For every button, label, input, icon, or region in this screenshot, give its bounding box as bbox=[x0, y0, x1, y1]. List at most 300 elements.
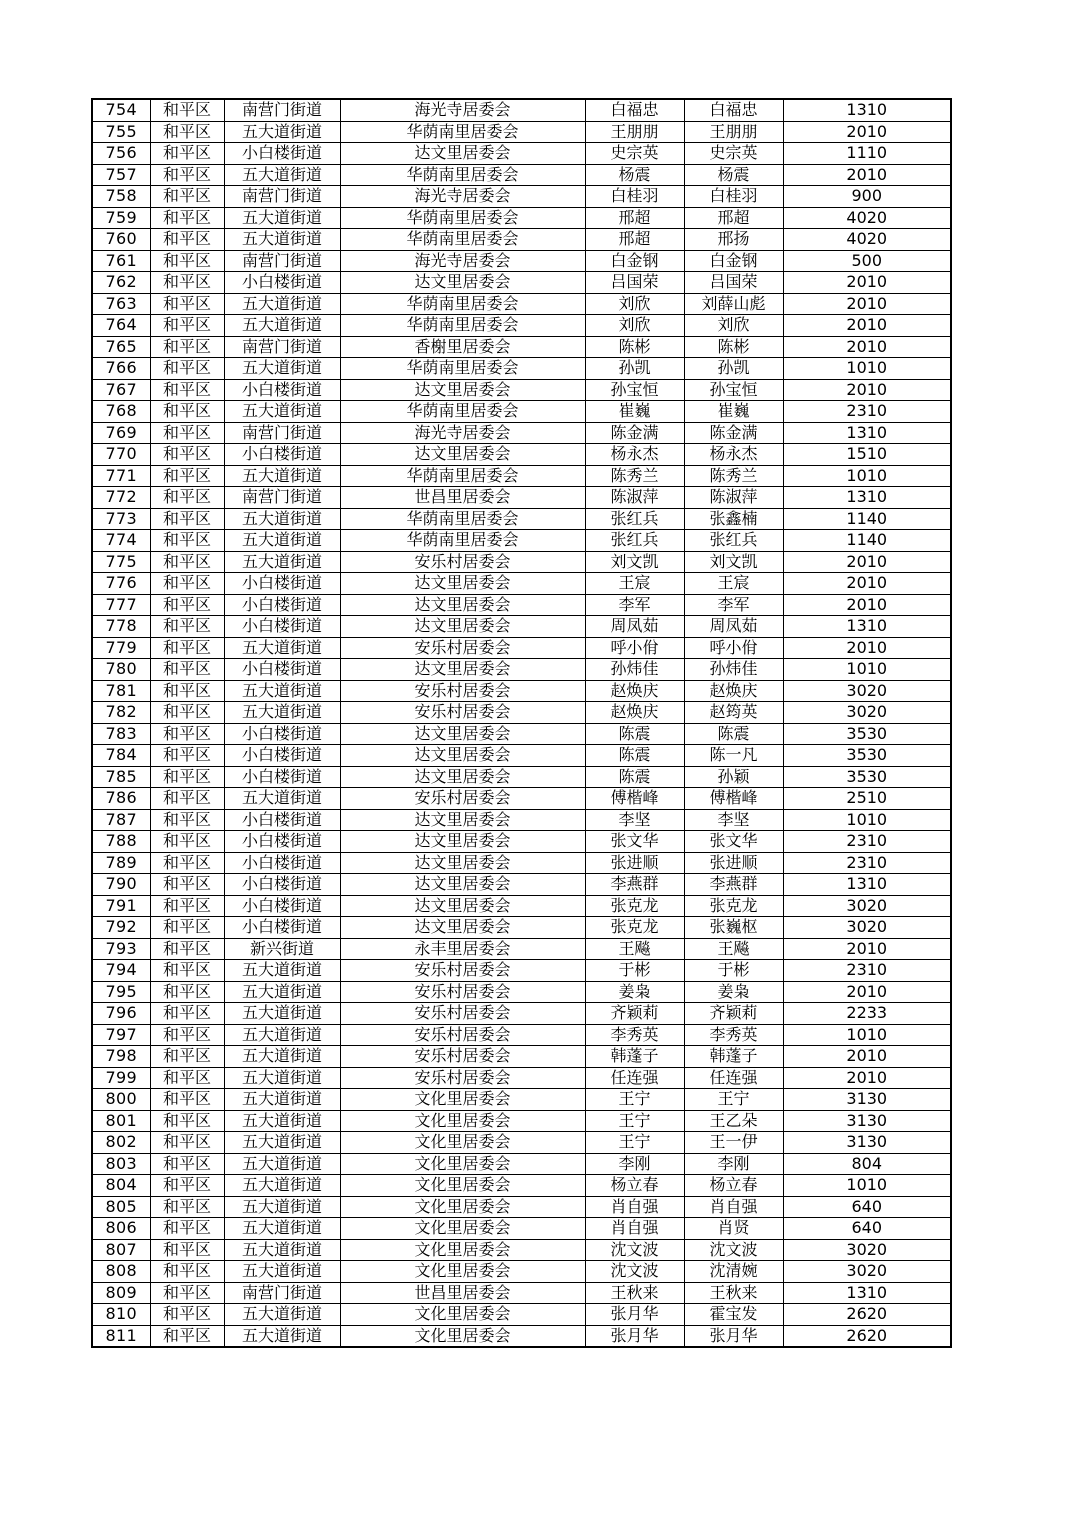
member-cell: 李燕群 bbox=[684, 874, 783, 896]
table-row bbox=[92, 207, 951, 229]
row-number-cell: 766 bbox=[92, 358, 150, 380]
committee-cell: 安乐村居委会 bbox=[340, 788, 585, 810]
street-cell: 南营门街道 bbox=[224, 250, 340, 272]
table-row bbox=[92, 1239, 951, 1261]
street-cell: 五大道街道 bbox=[224, 1261, 340, 1283]
street-cell: 新兴街道 bbox=[224, 938, 340, 960]
applicant-cell: 张月华 bbox=[585, 1304, 684, 1326]
district-cell: 和平区 bbox=[150, 121, 224, 143]
member-cell: 赵筠英 bbox=[684, 702, 783, 724]
applicant-cell: 陈金满 bbox=[585, 422, 684, 444]
district-cell: 和平区 bbox=[150, 508, 224, 530]
committee-cell: 华荫南里居委会 bbox=[340, 121, 585, 143]
applicant-cell: 孙宝恒 bbox=[585, 379, 684, 401]
table-row bbox=[92, 143, 951, 165]
district-cell: 和平区 bbox=[150, 938, 224, 960]
district-cell: 和平区 bbox=[150, 702, 224, 724]
street-cell: 小白楼街道 bbox=[224, 444, 340, 466]
street-cell: 五大道街道 bbox=[224, 960, 340, 982]
street-cell: 小白楼街道 bbox=[224, 852, 340, 874]
member-cell: 李刚 bbox=[684, 1153, 783, 1175]
member-cell: 李秀英 bbox=[684, 1024, 783, 1046]
street-cell: 南营门街道 bbox=[224, 487, 340, 509]
district-cell: 和平区 bbox=[150, 1046, 224, 1068]
committee-cell: 达文里居委会 bbox=[340, 895, 585, 917]
table-row bbox=[92, 723, 951, 745]
row-number-cell: 779 bbox=[92, 637, 150, 659]
applicant-cell: 王朋朋 bbox=[585, 121, 684, 143]
row-number-cell: 780 bbox=[92, 659, 150, 681]
amount-cell: 2510 bbox=[783, 788, 951, 810]
amount-cell: 3130 bbox=[783, 1089, 951, 1111]
applicant-cell: 肖自强 bbox=[585, 1218, 684, 1240]
member-cell: 姜枭 bbox=[684, 981, 783, 1003]
table-row bbox=[92, 250, 951, 272]
amount-cell: 1010 bbox=[783, 358, 951, 380]
amount-cell: 1140 bbox=[783, 530, 951, 552]
street-cell: 五大道街道 bbox=[224, 680, 340, 702]
amount-cell: 1010 bbox=[783, 1024, 951, 1046]
district-cell: 和平区 bbox=[150, 1175, 224, 1197]
applicant-cell: 张进顺 bbox=[585, 852, 684, 874]
table-row bbox=[92, 702, 951, 724]
applicant-cell: 肖自强 bbox=[585, 1196, 684, 1218]
applicant-cell: 刘文凯 bbox=[585, 551, 684, 573]
applicant-cell: 孙凯 bbox=[585, 358, 684, 380]
table-row bbox=[92, 1132, 951, 1154]
committee-cell: 达文里居委会 bbox=[340, 143, 585, 165]
applicant-cell: 王飚 bbox=[585, 938, 684, 960]
table-row bbox=[92, 164, 951, 186]
district-cell: 和平区 bbox=[150, 1024, 224, 1046]
district-cell: 和平区 bbox=[150, 1153, 224, 1175]
member-cell: 陈震 bbox=[684, 723, 783, 745]
member-cell: 任连强 bbox=[684, 1067, 783, 1089]
row-number-cell: 767 bbox=[92, 379, 150, 401]
member-cell: 孙炜佳 bbox=[684, 659, 783, 681]
member-cell: 陈秀兰 bbox=[684, 465, 783, 487]
row-number-cell: 772 bbox=[92, 487, 150, 509]
member-cell: 王宸 bbox=[684, 573, 783, 595]
table-row bbox=[92, 272, 951, 294]
applicant-cell: 李燕群 bbox=[585, 874, 684, 896]
committee-cell: 香榭里居委会 bbox=[340, 336, 585, 358]
table-row bbox=[92, 229, 951, 251]
table-row bbox=[92, 1024, 951, 1046]
row-number-cell: 781 bbox=[92, 680, 150, 702]
committee-cell: 安乐村居委会 bbox=[340, 1003, 585, 1025]
amount-cell: 1310 bbox=[783, 422, 951, 444]
row-number-cell: 765 bbox=[92, 336, 150, 358]
district-cell: 和平区 bbox=[150, 336, 224, 358]
amount-cell: 2010 bbox=[783, 938, 951, 960]
row-number-cell: 786 bbox=[92, 788, 150, 810]
table-row bbox=[92, 809, 951, 831]
member-cell: 张红兵 bbox=[684, 530, 783, 552]
table-row bbox=[92, 487, 951, 509]
applicant-cell: 陈彬 bbox=[585, 336, 684, 358]
committee-cell: 世昌里居委会 bbox=[340, 487, 585, 509]
district-cell: 和平区 bbox=[150, 981, 224, 1003]
applicant-cell: 王宁 bbox=[585, 1132, 684, 1154]
row-number-cell: 785 bbox=[92, 766, 150, 788]
district-cell: 和平区 bbox=[150, 1003, 224, 1025]
applicant-cell: 周凤茹 bbox=[585, 616, 684, 638]
district-cell: 和平区 bbox=[150, 530, 224, 552]
street-cell: 五大道街道 bbox=[224, 207, 340, 229]
district-cell: 和平区 bbox=[150, 960, 224, 982]
amount-cell: 2010 bbox=[783, 379, 951, 401]
row-number-cell: 800 bbox=[92, 1089, 150, 1111]
table-row bbox=[92, 508, 951, 530]
amount-cell: 2620 bbox=[783, 1304, 951, 1326]
applicant-cell: 沈文波 bbox=[585, 1239, 684, 1261]
district-cell: 和平区 bbox=[150, 594, 224, 616]
table-row bbox=[92, 766, 951, 788]
district-cell: 和平区 bbox=[150, 422, 224, 444]
member-cell: 孙宝恒 bbox=[684, 379, 783, 401]
table-row bbox=[92, 938, 951, 960]
committee-cell: 华荫南里居委会 bbox=[340, 530, 585, 552]
committee-cell: 文化里居委会 bbox=[340, 1175, 585, 1197]
applicant-cell: 沈文波 bbox=[585, 1261, 684, 1283]
amount-cell: 1010 bbox=[783, 465, 951, 487]
street-cell: 五大道街道 bbox=[224, 293, 340, 315]
street-cell: 小白楼街道 bbox=[224, 573, 340, 595]
street-cell: 五大道街道 bbox=[224, 1218, 340, 1240]
district-cell: 和平区 bbox=[150, 745, 224, 767]
applicant-cell: 陈秀兰 bbox=[585, 465, 684, 487]
amount-cell: 1310 bbox=[783, 99, 951, 121]
member-cell: 李坚 bbox=[684, 809, 783, 831]
row-number-cell: 762 bbox=[92, 272, 150, 294]
committee-cell: 达文里居委会 bbox=[340, 444, 585, 466]
amount-cell: 3020 bbox=[783, 702, 951, 724]
row-number-cell: 775 bbox=[92, 551, 150, 573]
amount-cell: 1110 bbox=[783, 143, 951, 165]
district-cell: 和平区 bbox=[150, 164, 224, 186]
row-number-cell: 788 bbox=[92, 831, 150, 853]
row-number-cell: 756 bbox=[92, 143, 150, 165]
row-number-cell: 799 bbox=[92, 1067, 150, 1089]
table-row bbox=[92, 315, 951, 337]
amount-cell: 2010 bbox=[783, 315, 951, 337]
row-number-cell: 776 bbox=[92, 573, 150, 595]
table-row bbox=[92, 1046, 951, 1068]
row-number-cell: 782 bbox=[92, 702, 150, 724]
row-number-cell: 798 bbox=[92, 1046, 150, 1068]
street-cell: 南营门街道 bbox=[224, 336, 340, 358]
table-row bbox=[92, 465, 951, 487]
street-cell: 五大道街道 bbox=[224, 788, 340, 810]
committee-cell: 华荫南里居委会 bbox=[340, 465, 585, 487]
amount-cell: 3020 bbox=[783, 1261, 951, 1283]
amount-cell: 2620 bbox=[783, 1325, 951, 1347]
street-cell: 五大道街道 bbox=[224, 508, 340, 530]
amount-cell: 1310 bbox=[783, 616, 951, 638]
table-row bbox=[92, 637, 951, 659]
street-cell: 五大道街道 bbox=[224, 702, 340, 724]
row-number-cell: 794 bbox=[92, 960, 150, 982]
applicant-cell: 于彬 bbox=[585, 960, 684, 982]
street-cell: 小白楼街道 bbox=[224, 766, 340, 788]
table-row bbox=[92, 1153, 951, 1175]
district-cell: 和平区 bbox=[150, 1110, 224, 1132]
applicant-cell: 陈震 bbox=[585, 723, 684, 745]
street-cell: 小白楼街道 bbox=[224, 874, 340, 896]
committee-cell: 文化里居委会 bbox=[340, 1218, 585, 1240]
street-cell: 五大道街道 bbox=[224, 1325, 340, 1347]
district-cell: 和平区 bbox=[150, 272, 224, 294]
committee-cell: 文化里居委会 bbox=[340, 1325, 585, 1347]
committee-cell: 文化里居委会 bbox=[340, 1153, 585, 1175]
committee-cell: 达文里居委会 bbox=[340, 379, 585, 401]
amount-cell: 3020 bbox=[783, 895, 951, 917]
member-cell: 邢超 bbox=[684, 207, 783, 229]
applicant-cell: 白福忠 bbox=[585, 99, 684, 121]
table-row bbox=[92, 1282, 951, 1304]
applicant-cell: 张月华 bbox=[585, 1325, 684, 1347]
member-cell: 于彬 bbox=[684, 960, 783, 982]
committee-cell: 文化里居委会 bbox=[340, 1132, 585, 1154]
street-cell: 小白楼街道 bbox=[224, 809, 340, 831]
member-cell: 邢扬 bbox=[684, 229, 783, 251]
applicant-cell: 杨震 bbox=[585, 164, 684, 186]
committee-cell: 海光寺居委会 bbox=[340, 422, 585, 444]
member-cell: 陈金满 bbox=[684, 422, 783, 444]
amount-cell: 3530 bbox=[783, 723, 951, 745]
applicant-cell: 姜枭 bbox=[585, 981, 684, 1003]
amount-cell: 2010 bbox=[783, 551, 951, 573]
amount-cell: 1510 bbox=[783, 444, 951, 466]
street-cell: 五大道街道 bbox=[224, 1132, 340, 1154]
applicant-cell: 王秋来 bbox=[585, 1282, 684, 1304]
committee-cell: 达文里居委会 bbox=[340, 272, 585, 294]
amount-cell: 3020 bbox=[783, 680, 951, 702]
district-cell: 和平区 bbox=[150, 1304, 224, 1326]
district-cell: 和平区 bbox=[150, 831, 224, 853]
table-row bbox=[92, 981, 951, 1003]
applicant-cell: 刘欣 bbox=[585, 293, 684, 315]
member-cell: 杨立春 bbox=[684, 1175, 783, 1197]
row-number-cell: 809 bbox=[92, 1282, 150, 1304]
district-cell: 和平区 bbox=[150, 250, 224, 272]
table-row bbox=[92, 745, 951, 767]
member-cell: 张文华 bbox=[684, 831, 783, 853]
applicant-cell: 李坚 bbox=[585, 809, 684, 831]
applicant-cell: 王宁 bbox=[585, 1089, 684, 1111]
table-row bbox=[92, 1089, 951, 1111]
district-cell: 和平区 bbox=[150, 293, 224, 315]
member-cell: 刘薛山彪 bbox=[684, 293, 783, 315]
street-cell: 五大道街道 bbox=[224, 981, 340, 1003]
member-cell: 张鑫楠 bbox=[684, 508, 783, 530]
committee-cell: 文化里居委会 bbox=[340, 1304, 585, 1326]
row-number-cell: 808 bbox=[92, 1261, 150, 1283]
street-cell: 小白楼街道 bbox=[224, 272, 340, 294]
row-number-cell: 778 bbox=[92, 616, 150, 638]
row-number-cell: 768 bbox=[92, 401, 150, 423]
amount-cell: 2310 bbox=[783, 960, 951, 982]
member-cell: 李军 bbox=[684, 594, 783, 616]
street-cell: 五大道街道 bbox=[224, 1175, 340, 1197]
street-cell: 南营门街道 bbox=[224, 99, 340, 121]
committee-cell: 华荫南里居委会 bbox=[340, 229, 585, 251]
table-row bbox=[92, 917, 951, 939]
table-row bbox=[92, 1110, 951, 1132]
applicant-cell: 韩蓬子 bbox=[585, 1046, 684, 1068]
street-cell: 五大道街道 bbox=[224, 229, 340, 251]
street-cell: 五大道街道 bbox=[224, 1003, 340, 1025]
table-row bbox=[92, 422, 951, 444]
amount-cell: 1310 bbox=[783, 1282, 951, 1304]
member-cell: 王秋来 bbox=[684, 1282, 783, 1304]
amount-cell: 3530 bbox=[783, 745, 951, 767]
amount-cell: 3020 bbox=[783, 1239, 951, 1261]
row-number-cell: 787 bbox=[92, 809, 150, 831]
member-cell: 张巍枢 bbox=[684, 917, 783, 939]
row-number-cell: 773 bbox=[92, 508, 150, 530]
member-cell: 陈彬 bbox=[684, 336, 783, 358]
member-cell: 肖自强 bbox=[684, 1196, 783, 1218]
row-number-cell: 771 bbox=[92, 465, 150, 487]
table-row bbox=[92, 1304, 951, 1326]
committee-cell: 安乐村居委会 bbox=[340, 1024, 585, 1046]
row-number-cell: 777 bbox=[92, 594, 150, 616]
table-row bbox=[92, 1196, 951, 1218]
district-cell: 和平区 bbox=[150, 616, 224, 638]
committee-cell: 达文里居委会 bbox=[340, 573, 585, 595]
committee-cell: 华荫南里居委会 bbox=[340, 164, 585, 186]
applicant-cell: 陈震 bbox=[585, 766, 684, 788]
district-cell: 和平区 bbox=[150, 143, 224, 165]
table-row bbox=[92, 573, 951, 595]
district-cell: 和平区 bbox=[150, 573, 224, 595]
street-cell: 南营门街道 bbox=[224, 422, 340, 444]
committee-cell: 海光寺居委会 bbox=[340, 186, 585, 208]
row-number-cell: 783 bbox=[92, 723, 150, 745]
row-number-cell: 754 bbox=[92, 99, 150, 121]
row-number-cell: 797 bbox=[92, 1024, 150, 1046]
row-number-cell: 791 bbox=[92, 895, 150, 917]
district-cell: 和平区 bbox=[150, 874, 224, 896]
applicant-cell: 陈淑萍 bbox=[585, 487, 684, 509]
member-cell: 韩蓬子 bbox=[684, 1046, 783, 1068]
applicant-cell: 邢超 bbox=[585, 229, 684, 251]
member-cell: 白福忠 bbox=[684, 99, 783, 121]
amount-cell: 1010 bbox=[783, 809, 951, 831]
row-number-cell: 796 bbox=[92, 1003, 150, 1025]
member-cell: 张克龙 bbox=[684, 895, 783, 917]
member-cell: 白桂羽 bbox=[684, 186, 783, 208]
applicant-cell: 孙炜佳 bbox=[585, 659, 684, 681]
table-row bbox=[92, 852, 951, 874]
row-number-cell: 759 bbox=[92, 207, 150, 229]
committee-cell: 达文里居委会 bbox=[340, 917, 585, 939]
applicant-cell: 杨立春 bbox=[585, 1175, 684, 1197]
street-cell: 小白楼街道 bbox=[224, 594, 340, 616]
amount-cell: 2010 bbox=[783, 121, 951, 143]
member-cell: 杨震 bbox=[684, 164, 783, 186]
amount-cell: 2010 bbox=[783, 293, 951, 315]
amount-cell: 2310 bbox=[783, 831, 951, 853]
amount-cell: 1010 bbox=[783, 659, 951, 681]
member-cell: 齐颖莉 bbox=[684, 1003, 783, 1025]
applicant-cell: 陈震 bbox=[585, 745, 684, 767]
row-number-cell: 770 bbox=[92, 444, 150, 466]
amount-cell: 2010 bbox=[783, 272, 951, 294]
street-cell: 五大道街道 bbox=[224, 1153, 340, 1175]
applicant-cell: 张红兵 bbox=[585, 508, 684, 530]
applicant-cell: 史宗英 bbox=[585, 143, 684, 165]
applicant-cell: 齐颖莉 bbox=[585, 1003, 684, 1025]
district-cell: 和平区 bbox=[150, 1261, 224, 1283]
member-cell: 周凤茹 bbox=[684, 616, 783, 638]
district-cell: 和平区 bbox=[150, 358, 224, 380]
applicant-cell: 王宁 bbox=[585, 1110, 684, 1132]
applicant-cell: 张文华 bbox=[585, 831, 684, 853]
amount-cell: 2010 bbox=[783, 981, 951, 1003]
member-cell: 沈清婉 bbox=[684, 1261, 783, 1283]
member-cell: 史宗英 bbox=[684, 143, 783, 165]
district-cell: 和平区 bbox=[150, 852, 224, 874]
table-row bbox=[92, 401, 951, 423]
committee-cell: 文化里居委会 bbox=[340, 1239, 585, 1261]
amount-cell: 2310 bbox=[783, 401, 951, 423]
amount-cell: 900 bbox=[783, 186, 951, 208]
street-cell: 五大道街道 bbox=[224, 1239, 340, 1261]
district-cell: 和平区 bbox=[150, 723, 224, 745]
street-cell: 五大道街道 bbox=[224, 1304, 340, 1326]
table-row bbox=[92, 1067, 951, 1089]
amount-cell: 2310 bbox=[783, 852, 951, 874]
member-cell: 白金钢 bbox=[684, 250, 783, 272]
committee-cell: 华荫南里居委会 bbox=[340, 293, 585, 315]
street-cell: 小白楼街道 bbox=[224, 143, 340, 165]
district-cell: 和平区 bbox=[150, 551, 224, 573]
amount-cell: 1010 bbox=[783, 1175, 951, 1197]
row-number-cell: 811 bbox=[92, 1325, 150, 1347]
member-cell: 王朋朋 bbox=[684, 121, 783, 143]
applicant-cell: 赵焕庆 bbox=[585, 702, 684, 724]
committee-cell: 华荫南里居委会 bbox=[340, 315, 585, 337]
table-row bbox=[92, 530, 951, 552]
amount-cell: 2010 bbox=[783, 1046, 951, 1068]
row-number-cell: 757 bbox=[92, 164, 150, 186]
member-cell: 张进顺 bbox=[684, 852, 783, 874]
district-cell: 和平区 bbox=[150, 229, 224, 251]
street-cell: 五大道街道 bbox=[224, 1046, 340, 1068]
committee-cell: 达文里居委会 bbox=[340, 659, 585, 681]
applicant-cell: 李刚 bbox=[585, 1153, 684, 1175]
district-cell: 和平区 bbox=[150, 99, 224, 121]
row-number-cell: 803 bbox=[92, 1153, 150, 1175]
table-row bbox=[92, 616, 951, 638]
table-row bbox=[92, 121, 951, 143]
committee-cell: 安乐村居委会 bbox=[340, 702, 585, 724]
committee-cell: 安乐村居委会 bbox=[340, 1046, 585, 1068]
applicant-cell: 白金钢 bbox=[585, 250, 684, 272]
amount-cell: 2010 bbox=[783, 573, 951, 595]
district-cell: 和平区 bbox=[150, 766, 224, 788]
applicant-cell: 呼小佾 bbox=[585, 637, 684, 659]
table-row bbox=[92, 1175, 951, 1197]
row-number-cell: 806 bbox=[92, 1218, 150, 1240]
street-cell: 五大道街道 bbox=[224, 358, 340, 380]
amount-cell: 1310 bbox=[783, 487, 951, 509]
committee-cell: 达文里居委会 bbox=[340, 831, 585, 853]
district-cell: 和平区 bbox=[150, 788, 224, 810]
